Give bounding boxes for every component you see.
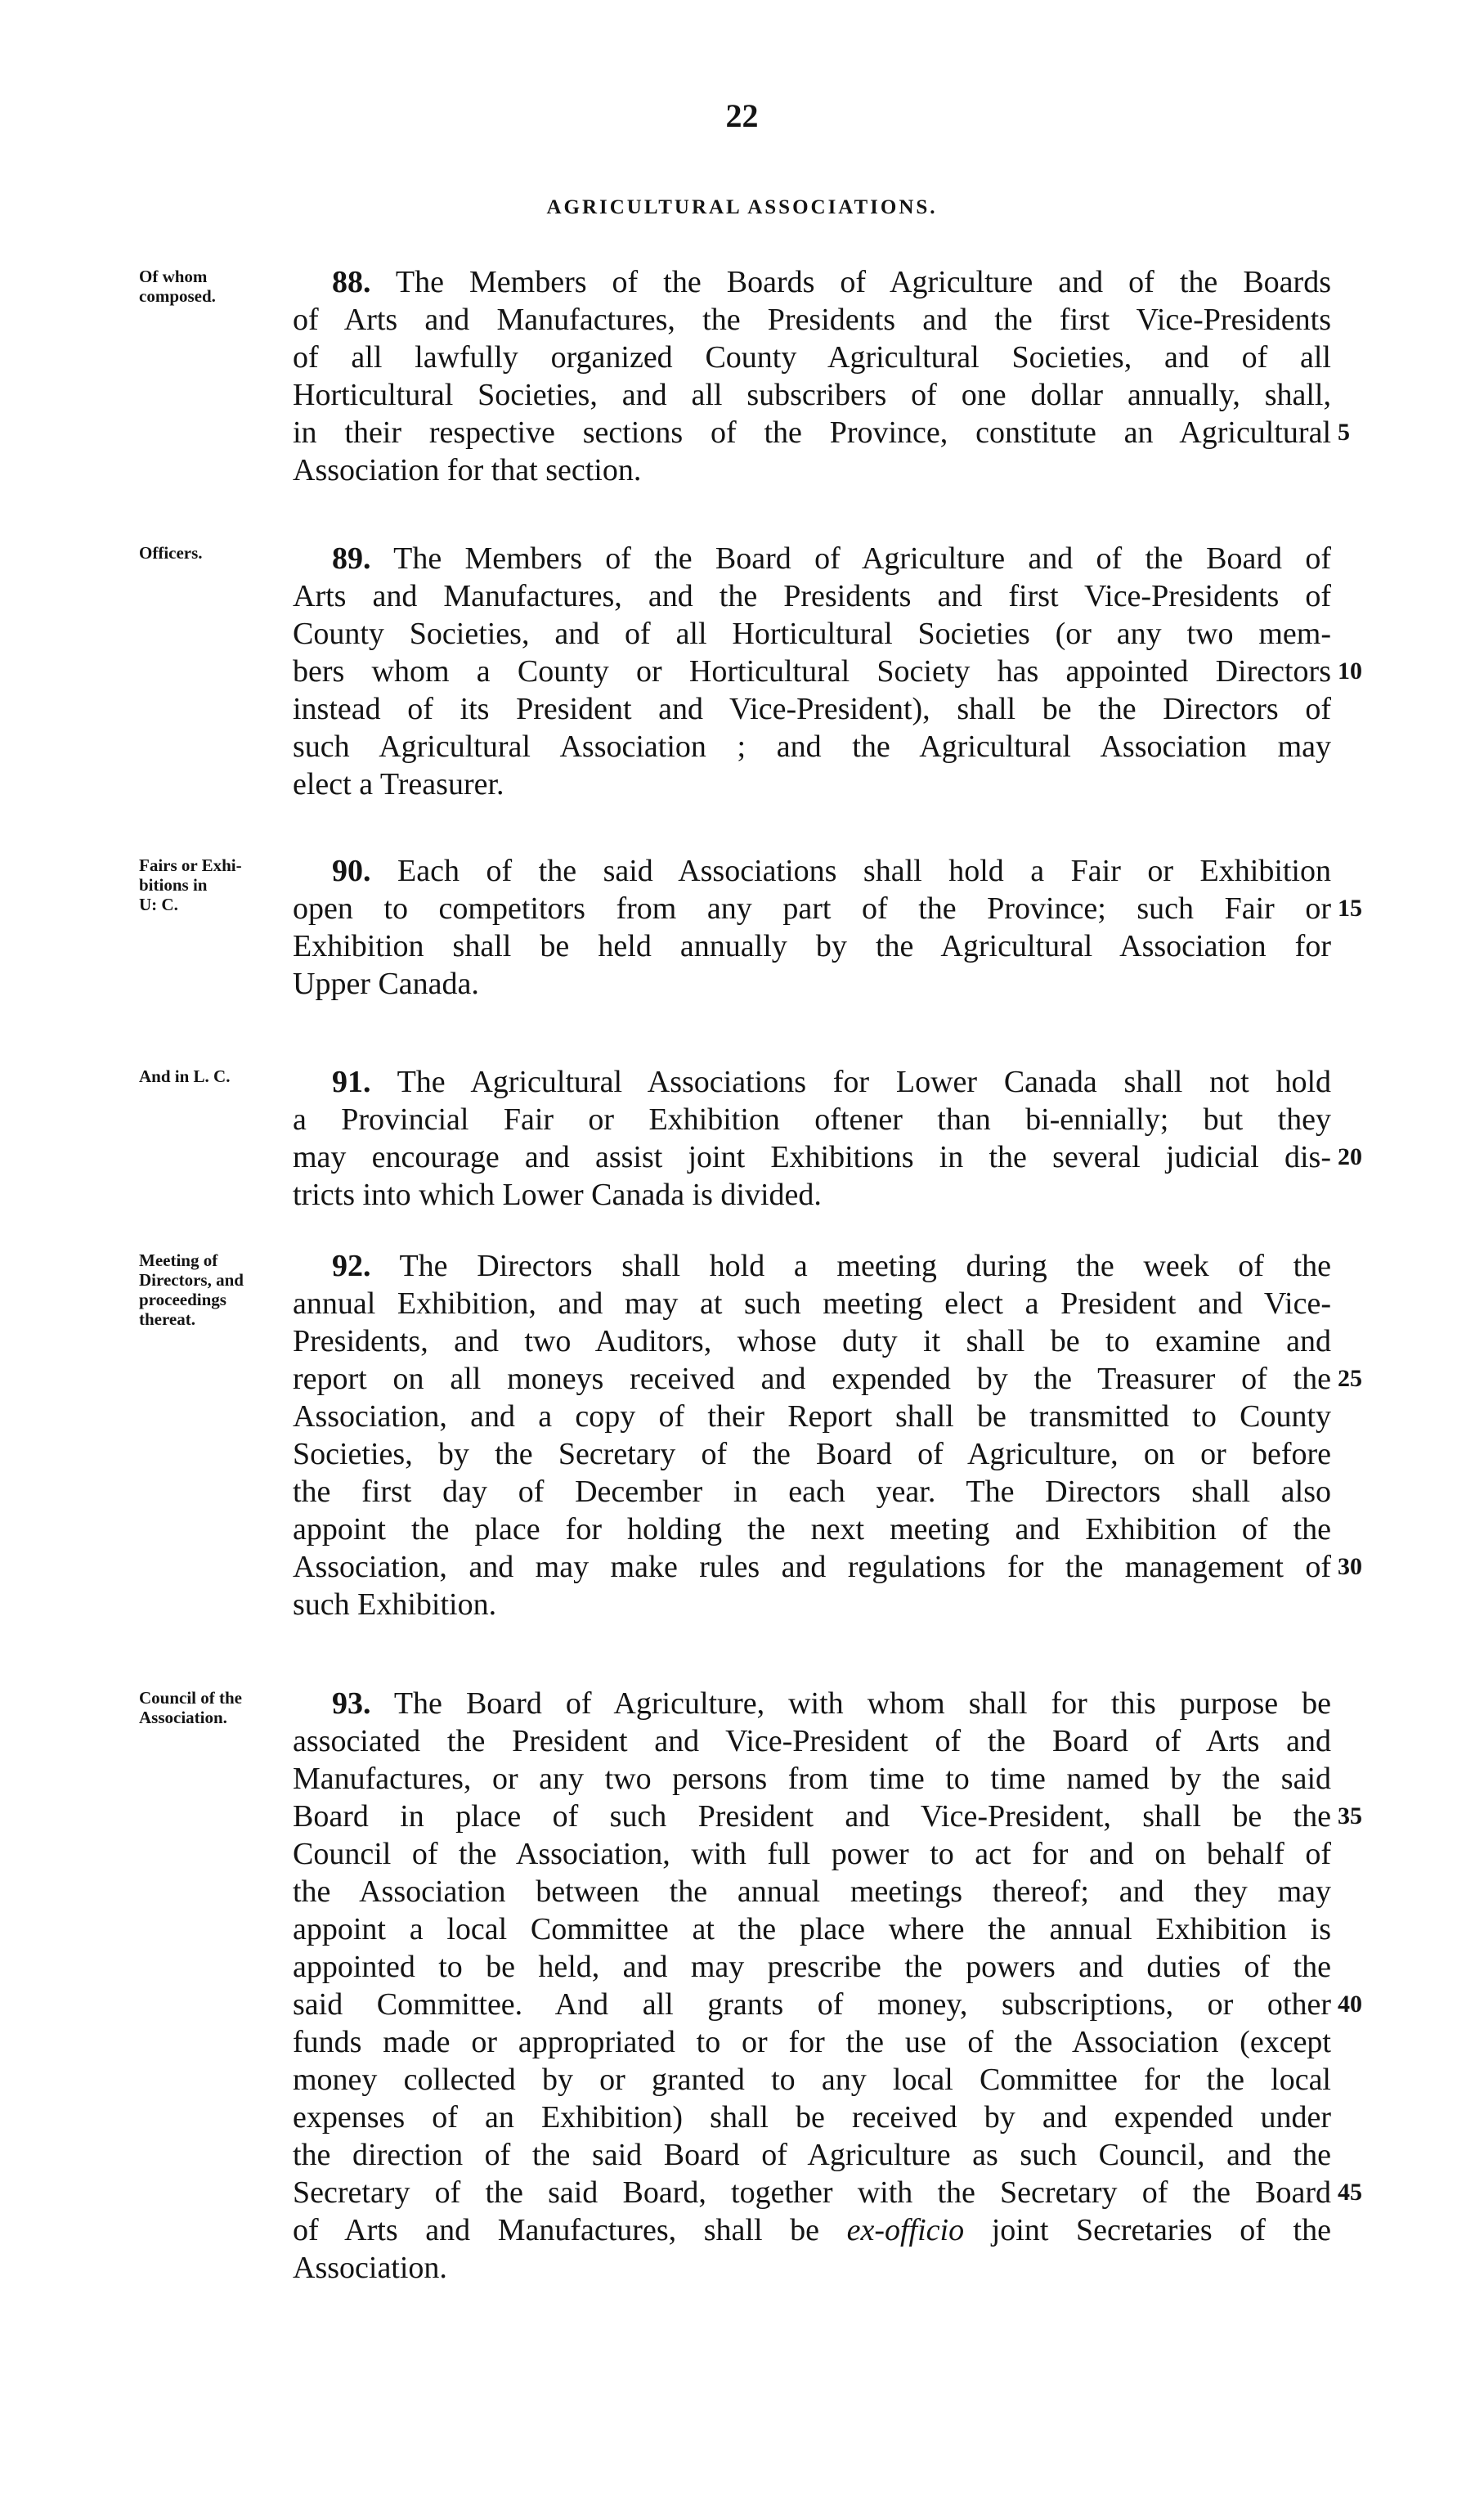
line-text: Board in place of such President and Vice-President, shall be the: [293, 1799, 1331, 1834]
line-text: the Association between the annual meetings thereof; and they may: [293, 1874, 1331, 1909]
text-line: [293, 1435, 1331, 1473]
line-text: joint Secretaries of the: [964, 2213, 1331, 2247]
text-line: [293, 2174, 1331, 2211]
section-number: 90.: [332, 854, 371, 888]
line-text: Societies, by the Secretary of the Board of Agriculture, on or before: [293, 1437, 1331, 1471]
line-text: open to competitors from any part of the Province; such Fair or: [293, 891, 1331, 926]
line-text: The Board of Agriculture, with whom shall for this purpose be: [370, 1686, 1331, 1721]
section-number: 91.: [332, 1065, 371, 1099]
marginal-note-line: Of whom: [139, 267, 208, 286]
text-line: [293, 765, 1331, 803]
line-text: Presidents, and two Auditors, whose duty it shall be to examine and: [293, 1324, 1331, 1358]
text-line: [293, 2061, 1331, 2099]
line-text: the direction of the said Board of Agriculture as such Council, and the: [293, 2138, 1331, 2172]
text-line: [293, 1398, 1331, 1435]
section-number: 88.: [332, 265, 371, 299]
line-text: money collected by or granted to any local Committee for the local: [293, 2063, 1331, 2097]
text-line: [293, 1360, 1331, 1398]
marginal-note-line: Officers.: [139, 543, 203, 563]
text-line: [293, 1511, 1331, 1548]
line-text: may encourage and assist joint Exhibitions in the several judicial dis-: [293, 1140, 1331, 1174]
line-text: The Agricultural Associations for Lower Canada shall not hold: [370, 1065, 1331, 1099]
marginal-note: [139, 855, 282, 914]
text-line: [293, 1873, 1331, 1910]
section-text: [293, 1247, 1331, 1623]
text-line: [293, 577, 1331, 615]
marginal-note-line: Directors, and: [139, 1270, 244, 1290]
text-line: [293, 1798, 1331, 1835]
line-text: the first day of December in each year. The Directors shall also: [293, 1475, 1331, 1509]
line-text: appoint a local Committee at the place where the annual Exhibition is: [293, 1912, 1331, 1946]
marginal-note: [139, 1250, 282, 1329]
line-count-number: 30: [1338, 1553, 1362, 1580]
line-text: in their respective sections of the Province, constitute an Agricultural: [293, 415, 1331, 450]
line-text: Secretary of the said Board, together with the Secretary of the Board: [293, 2175, 1331, 2210]
line-text: annual Exhibition, and may at such meeting elect a President and Vice-: [293, 1286, 1331, 1321]
line-text: Council of the Association, with full power to act for and on behalf of: [293, 1837, 1331, 1871]
line-text: Association for that section.: [293, 453, 642, 487]
marginal-note-line: Council of the: [139, 1688, 242, 1708]
marginal-note-line: bitions in: [139, 875, 208, 895]
text-line: [293, 1548, 1331, 1586]
line-count-number: 40: [1338, 1991, 1362, 2018]
line-text: The Directors shall hold a meeting during the week of the: [370, 1249, 1331, 1283]
text-line: [293, 2249, 1331, 2287]
text-line: [293, 927, 1331, 965]
text-line: [293, 1948, 1331, 1986]
text-line: [293, 1586, 1331, 1623]
section-text: [293, 1685, 1331, 2287]
marginal-note-line: Fairs or Exhi-: [139, 855, 242, 875]
line-text: Arts and Manufactures, and the Presidents and first Vice-Presidents of: [293, 579, 1331, 613]
text-line: [293, 852, 1331, 890]
line-text: appoint the place for holding the next meeting and Exhibition of the: [293, 1512, 1331, 1547]
marginal-note: [139, 1066, 282, 1086]
line-text: of Arts and Manufactures, the Presidents and the first Vice-Presidents: [293, 303, 1331, 337]
line-text: Association, and a copy of their Report shall be transmitted to County: [293, 1399, 1331, 1434]
section-text: [293, 263, 1331, 489]
line-count-number: 20: [1338, 1143, 1362, 1170]
line-text: report on all moneys received and expended by the Treasurer of the: [293, 1362, 1331, 1396]
line-text: Exhibition shall be held annually by the Agricultural Association for: [293, 929, 1331, 963]
line-text: associated the President and Vice-President of the Board of Arts and: [293, 1724, 1331, 1758]
text-line: [293, 965, 1331, 1003]
section-text: [293, 1063, 1331, 1214]
text-line: [293, 1835, 1331, 1873]
marginal-note-line: thereat.: [139, 1309, 195, 1329]
section-text: [293, 852, 1331, 1003]
line-count-number: 10: [1338, 658, 1362, 685]
text-line: [293, 414, 1331, 451]
text-line: [293, 2099, 1331, 2136]
running-head: AGRICULTURAL ASSOCIATIONS.: [546, 196, 938, 218]
text-line: [293, 1986, 1331, 2023]
text-line: [293, 2136, 1331, 2174]
text-line: [293, 1101, 1331, 1138]
line-count-number: 15: [1338, 895, 1362, 922]
text-line: [293, 2211, 1331, 2249]
marginal-note-line: Meeting of: [139, 1250, 218, 1270]
line-text: tricts into which Lower Canada is divided.: [293, 1178, 822, 1212]
marginal-note-line: And in L. C.: [139, 1066, 231, 1086]
text-line: [293, 1063, 1331, 1101]
line-text: said Committee. And all grants of money, subscriptions, or other: [293, 1987, 1331, 2022]
line-text: such Exhibition.: [293, 1587, 497, 1622]
section-number: 92.: [332, 1249, 371, 1283]
line-text: instead of its President and Vice-President), shall be the Directors of: [293, 692, 1331, 726]
text-line: [293, 2023, 1331, 2061]
line-count-number: 45: [1338, 2179, 1362, 2206]
marginal-note: [139, 1688, 282, 1727]
page-number: 22: [725, 97, 759, 134]
marginal-note: [139, 267, 282, 306]
line-text: elect a Treasurer.: [293, 767, 504, 801]
text-line: [293, 1176, 1331, 1214]
line-text: Association.: [293, 2251, 447, 2285]
line-text: funds made or appropriated to or for the use of the Association (except: [293, 2025, 1331, 2059]
text-line: [293, 1722, 1331, 1760]
line-text: Upper Canada.: [293, 967, 479, 1001]
text-line: [293, 339, 1331, 376]
line-text: Manufactures, or any two persons from time to time named by the said: [293, 1762, 1331, 1796]
marginal-note-line: Association.: [139, 1708, 227, 1727]
line-text: The Members of the Board of Agriculture and of the Board of: [370, 541, 1331, 576]
line-text: bers whom a County or Horticultural Society has appointed Directors: [293, 654, 1331, 689]
text-line: [293, 301, 1331, 339]
line-text: such Agricultural Association ; and the Agricultural Association may: [293, 730, 1331, 764]
text-line: [293, 263, 1331, 301]
line-text: of all lawfully organized County Agricultural Societies, and of all: [293, 340, 1331, 375]
text-line: [293, 1760, 1331, 1798]
text-line: [293, 653, 1331, 690]
line-text: Horticultural Societies, and all subscribers of one dollar annually, shall,: [293, 378, 1331, 412]
text-line: [293, 615, 1331, 653]
line-text: of Arts and Manufactures, shall be: [293, 2213, 847, 2247]
text-line: [293, 1285, 1331, 1322]
line-text: expenses of an Exhibition) shall be received by and expended under: [293, 2100, 1331, 2135]
line-text: a Provincial Fair or Exhibition oftener than bi-ennially; but they: [293, 1102, 1331, 1137]
line-count-number: 5: [1338, 419, 1350, 446]
text-line: [293, 1473, 1331, 1511]
marginal-note: [139, 543, 282, 563]
text-line: [293, 451, 1331, 489]
text-line: [293, 1685, 1331, 1722]
section-text: [293, 540, 1331, 803]
marginal-note-line: proceedings: [139, 1290, 226, 1309]
line-text: appointed to be held, and may prescribe the powers and duties of the: [293, 1950, 1331, 1984]
text-line: [293, 540, 1331, 577]
text-line: [293, 1910, 1331, 1948]
marginal-note-line: composed.: [139, 286, 216, 306]
text-line: [293, 728, 1331, 765]
line-text: County Societies, and of all Horticultural Societies (or any two mem-: [293, 617, 1331, 651]
section-number: 93.: [332, 1686, 371, 1721]
marginal-note-line: U: C.: [139, 895, 178, 914]
line-count-number: 25: [1338, 1365, 1362, 1392]
text-line: [293, 376, 1331, 414]
text-line: [293, 690, 1331, 728]
text-line: [293, 1247, 1331, 1285]
line-text: Each of the said Associations shall hold a Fair or Exhibition: [370, 854, 1331, 888]
line-count-number: 35: [1338, 1802, 1362, 1829]
text-line: [293, 890, 1331, 927]
italic-phrase: ex-officio: [846, 2213, 965, 2247]
line-text: Association, and may make rules and regulations for the management of: [293, 1550, 1331, 1584]
text-line: [293, 1138, 1331, 1176]
section-number: 89.: [332, 541, 371, 576]
text-line: [293, 1322, 1331, 1360]
line-text: The Members of the Boards of Agriculture and of the Boards: [370, 265, 1331, 299]
